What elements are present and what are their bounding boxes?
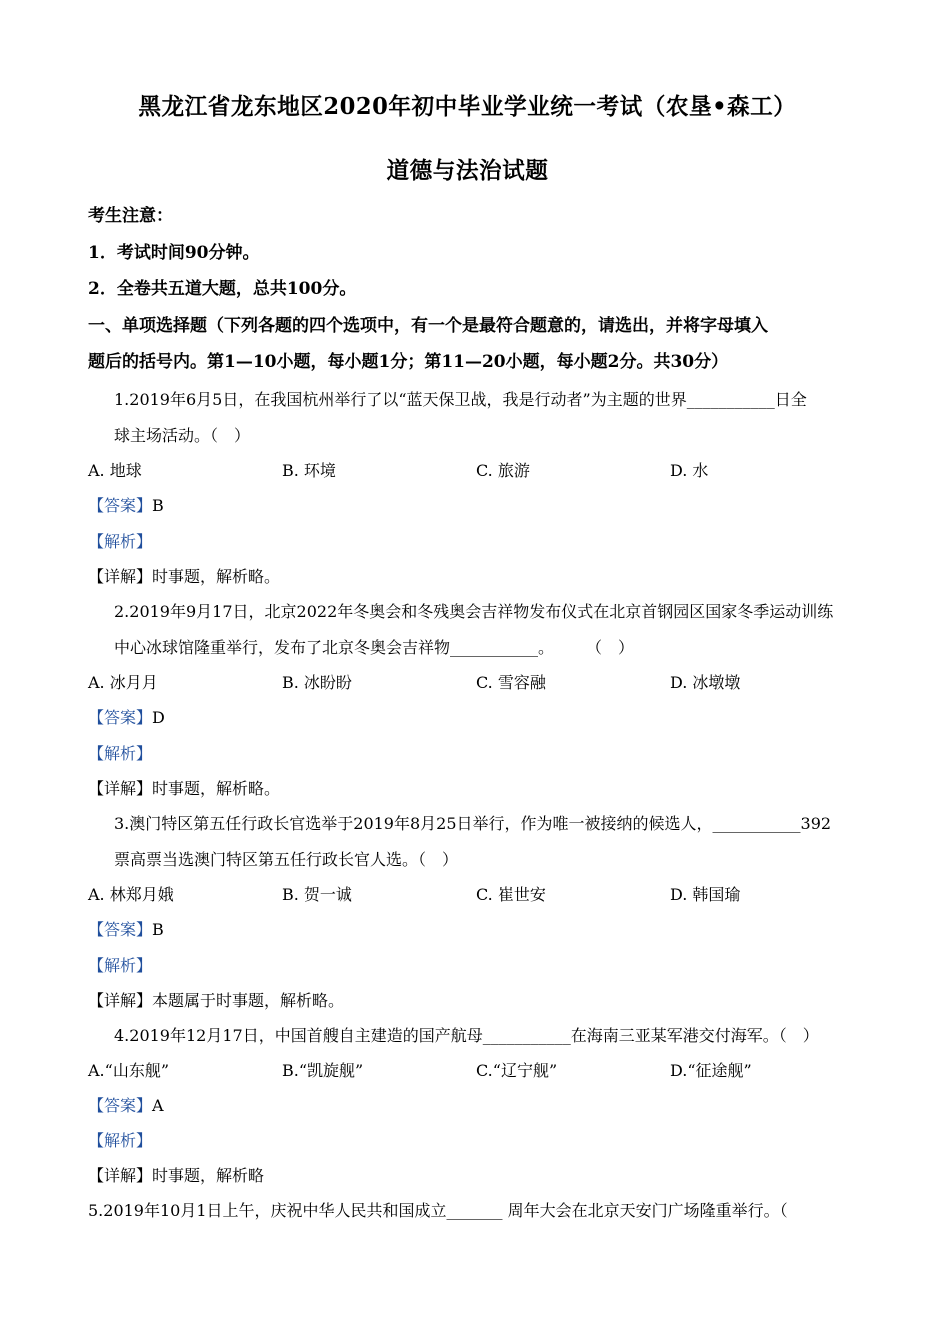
question-4-answer bbox=[88, 1096, 164, 1116]
question-1-answer bbox=[88, 496, 164, 516]
notice-item-2: 2．全卷共五道大题，总共100分。 bbox=[88, 279, 357, 299]
notice-item-1: 1．考试时间90分钟。 bbox=[88, 243, 260, 263]
detail-text: 时事题，解析略 bbox=[152, 1166, 265, 1185]
question-3-option-a: A. 林郑月娥 bbox=[88, 885, 174, 904]
question-3-stem-cont: 票高票当选澳门特区第五任行政长官人选。（ ） bbox=[114, 850, 459, 869]
question-2-option-c: C. 雪容融 bbox=[476, 673, 546, 692]
answer-value: D bbox=[152, 708, 165, 727]
detail-text: 时事题，解析略。 bbox=[152, 779, 281, 798]
detail-label: 【详解】 bbox=[88, 991, 153, 1010]
answer-label: 【答案】 bbox=[88, 1096, 153, 1115]
question-2-analysis-label: 【解析】 bbox=[88, 744, 153, 763]
question-3-option-d: D. 韩国瑜 bbox=[670, 885, 741, 904]
question-1-option-a: A. 地球 bbox=[88, 461, 142, 480]
answer-value: B bbox=[152, 920, 164, 939]
answer-value: B bbox=[152, 496, 164, 515]
question-3-option-b: B. 贺一诚 bbox=[282, 885, 352, 904]
exam-subject-title: 道德与法治试题 bbox=[386, 157, 549, 184]
question-1-option-d: D. 水 bbox=[670, 461, 709, 480]
question-4-option-c: C.“辽宁舰” bbox=[476, 1061, 558, 1080]
question-2-stem: 2.2019年9月17日，北京2022年冬奥会和冬残奥会吉祥物发布仪式在北京首钢园区国家冬季运动训练 bbox=[114, 602, 834, 621]
question-4-option-d: D.“征途舰” bbox=[670, 1061, 752, 1080]
question-2-option-a: A. 冰月月 bbox=[88, 673, 158, 692]
answer-label: 【答案】 bbox=[88, 708, 153, 727]
answer-label: 【答案】 bbox=[88, 496, 153, 515]
answer-label: 【答案】 bbox=[88, 920, 153, 939]
section-heading-line-1: 一、单项选择题（下列各题的四个选项中，有一个是最符合题意的，请选出，并将字母填入 bbox=[88, 316, 768, 336]
question-1-option-c: C. 旅游 bbox=[476, 461, 530, 480]
question-1-detail bbox=[88, 567, 280, 587]
question-2-option-d: D. 冰墩墩 bbox=[670, 673, 741, 692]
question-2-option-b: B. 冰盼盼 bbox=[282, 673, 352, 692]
question-3-stem: 3.澳门特区第五任行政长官选举于2019年8月25日举行，作为唯一被接纳的候选人，___________392 bbox=[114, 814, 832, 833]
answer-value: A bbox=[152, 1096, 164, 1115]
question-3-analysis-label: 【解析】 bbox=[88, 956, 153, 975]
detail-label: 【详解】 bbox=[88, 567, 153, 586]
question-4-option-b: B.“凯旋舰” bbox=[282, 1061, 364, 1080]
question-4-stem: 4.2019年12月17日，中国首艘自主建造的国产航母___________在海南三亚某军港交付海军。（ ） bbox=[114, 1026, 819, 1045]
detail-label: 【详解】 bbox=[88, 1166, 153, 1185]
detail-label: 【详解】 bbox=[88, 779, 153, 798]
question-1-stem: 1.2019年6月5日，在我国杭州举行了以“蓝天保卫战，我是行动者”为主题的世界___________日全 bbox=[114, 390, 807, 409]
notice-heading: 考生注意： bbox=[88, 206, 173, 226]
question-5-stem: 5.2019年10月1日上午，庆祝中华人民共和国成立_______ 周年大会在北京天安门广场隆重举行。（ bbox=[88, 1201, 788, 1220]
question-3-detail bbox=[88, 991, 344, 1011]
section-heading-line-2: 题后的括号内。第1—10小题，每小题1分；第11—20小题，每小题2分。共30分） bbox=[88, 352, 729, 372]
question-1-stem-cont: 球主场活动。（ ） bbox=[114, 426, 251, 445]
detail-text: 时事题，解析略。 bbox=[152, 567, 281, 586]
exam-title: 黑龙江省龙东地区2020年初中毕业学业统一考试（农垦•森工） bbox=[138, 93, 797, 120]
question-3-answer bbox=[88, 920, 164, 940]
detail-text: 本题属于时事题，解析略。 bbox=[152, 991, 345, 1010]
question-4-analysis-label: 【解析】 bbox=[88, 1131, 153, 1150]
question-1-option-b: B. 环境 bbox=[282, 461, 336, 480]
question-2-stem-cont: 中心冰球馆隆重举行，发布了北京冬奥会吉祥物___________。 （ ） bbox=[114, 638, 635, 657]
question-3-option-c: C. 崔世安 bbox=[476, 885, 546, 904]
question-1-analysis-label: 【解析】 bbox=[88, 532, 153, 551]
question-4-detail bbox=[88, 1166, 264, 1186]
question-2-detail bbox=[88, 779, 280, 799]
question-2-answer bbox=[88, 708, 165, 728]
question-4-option-a: A.“山东舰” bbox=[88, 1061, 170, 1080]
